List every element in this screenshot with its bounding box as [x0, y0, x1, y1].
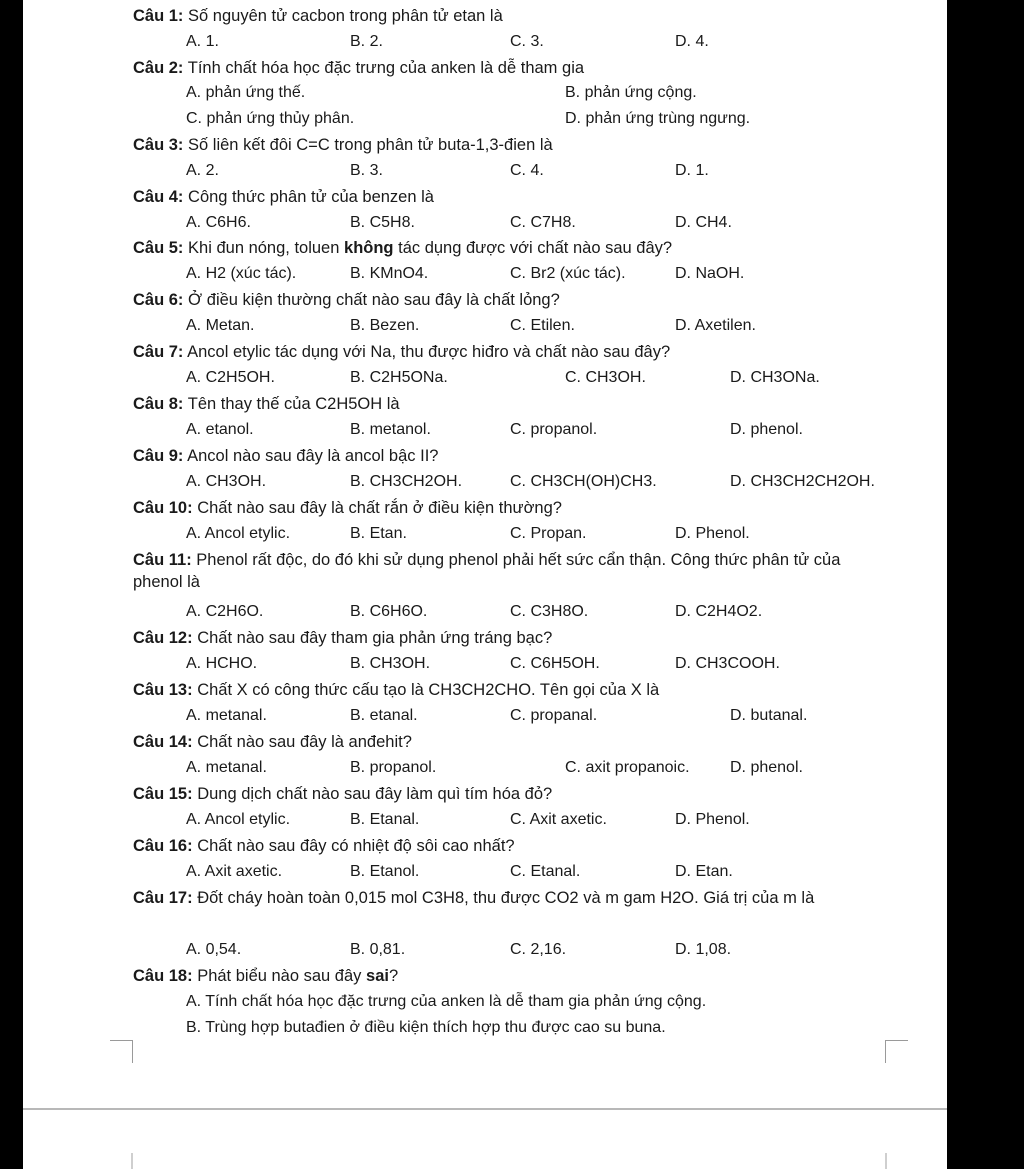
option-d: D. phenol. — [730, 759, 803, 776]
option-a: A. CH3OH. — [186, 473, 267, 490]
option-b: B. CH3OH. — [350, 655, 431, 672]
option-b: B. Etan. — [350, 525, 407, 542]
option-a: A. H2 (xúc tác). — [186, 265, 297, 282]
question-label: Câu 8: — [133, 395, 184, 413]
option-b: B. C2H5ONa. — [350, 369, 448, 386]
question-text: Ancol nào sau đây là ancol bậc II? — [187, 447, 439, 465]
question-text: Khi đun nóng, toluen — [188, 239, 340, 257]
option-d: D. 1,08. — [675, 941, 732, 958]
question-text: Chất nào sau đây là chất rắn ở điều kiện thường? — [197, 499, 562, 517]
question-emphasis: không — [344, 239, 394, 257]
question-text: Ở điều kiện thường chất nào sau đây là chất lỏng? — [188, 291, 560, 309]
option-a: A. 0,54. — [186, 941, 242, 958]
option-b: B. Etanol. — [350, 863, 420, 880]
option-c: C. CH3OH. — [565, 369, 646, 386]
question-16 — [133, 835, 515, 857]
option-d: D. phenol. — [730, 421, 803, 438]
question-text: Chất X có công thức cấu tạo là CH3CH2CHO. Tên gọi của X là — [197, 681, 660, 699]
option-a: A. HCHO. — [186, 655, 258, 672]
question-label: Câu 2: — [133, 59, 184, 77]
option-b: B. Trùng hợp butađien ở điều kiện thích hợp thu được cao su buna. — [186, 1019, 666, 1036]
option-c: C. Axit axetic. — [510, 811, 607, 828]
option-d: D. butanal. — [730, 707, 808, 724]
page-margin-corner-left — [110, 1040, 133, 1063]
question-7 — [133, 341, 670, 363]
question-18 — [133, 965, 398, 987]
question-label: Câu 12: — [133, 629, 193, 647]
question-text: Số liên kết đôi C=C trong phân tử buta-1,3-đien là — [188, 136, 553, 154]
question-15 — [133, 783, 552, 805]
option-a: A. C2H6O. — [186, 603, 264, 620]
option-a: A. 2. — [186, 162, 219, 179]
question-text: Chất nào sau đây có nhiệt độ sôi cao nhất? — [197, 837, 515, 855]
option-b: B. C6H6O. — [350, 603, 428, 620]
question-label: Câu 15: — [133, 785, 193, 803]
option-a: A. C2H5OH. — [186, 369, 275, 386]
question-12 — [133, 627, 552, 649]
question-label: Câu 1: — [133, 7, 184, 25]
option-c: C. Etanal. — [510, 863, 581, 880]
option-d: D. Phenol. — [675, 525, 750, 542]
question-emphasis: sai — [366, 967, 389, 985]
question-text: Công thức phân tử của benzen là — [188, 188, 434, 206]
question-label: Câu 11: — [133, 551, 192, 569]
option-b: B. etanal. — [350, 707, 418, 724]
question-label: Câu 17: — [133, 889, 193, 907]
question-text: Tính chất hóa học đặc trưng của anken là dễ tham gia — [187, 59, 585, 77]
option-c: C. propanal. — [510, 707, 598, 724]
option-b: B. C5H8. — [350, 214, 415, 231]
option-d: D. CH3COOH. — [675, 655, 780, 672]
option-a: A. Ancol etylic. — [186, 811, 291, 828]
page-break-divider — [23, 1108, 947, 1110]
option-c: C. CH3CH(OH)CH3. — [510, 473, 657, 490]
option-c: C. Br2 (xúc tác). — [510, 265, 626, 282]
question-label: Câu 18: — [133, 967, 193, 985]
question-text: Tên thay thế của C2H5OH là — [187, 395, 400, 413]
question-6 — [133, 289, 560, 311]
option-b: B. propanol. — [350, 759, 437, 776]
option-a: A. metanal. — [186, 707, 267, 724]
question-text-end: tác dụng được với chất nào sau đây? — [398, 239, 673, 257]
question-13 — [133, 679, 659, 701]
option-d: D. 4. — [675, 33, 709, 50]
question-label: Câu 9: — [133, 447, 184, 465]
option-a: A. Ancol etylic. — [186, 525, 291, 542]
option-d: D. CH3CH2CH2OH. — [730, 473, 875, 490]
option-d: D. NaOH. — [675, 265, 745, 282]
option-c: C. C6H5OH. — [510, 655, 600, 672]
option-b: B. phản ứng cộng. — [565, 84, 697, 101]
option-a: A. Axit axetic. — [186, 863, 283, 880]
option-c: C. propanol. — [510, 421, 598, 438]
option-d: D. Phenol. — [675, 811, 750, 828]
option-b: B. Bezen. — [350, 317, 420, 334]
question-text: Phát biểu nào sau đây — [197, 967, 362, 985]
question-text: Ancol etylic tác dụng với Na, thu được hiđro và chất nào sau đây? — [187, 343, 671, 361]
question-text: Phenol rất độc, do đó khi sử dụng phenol phải hết sức cẩn thận. Công thức phân tử của phenol là — [133, 551, 841, 591]
question-label: Câu 7: — [133, 343, 184, 361]
option-a: A. phản ứng thế. — [186, 84, 306, 101]
option-b: B. 2. — [350, 33, 383, 50]
question-3 — [133, 134, 553, 156]
option-c: C. C3H8O. — [510, 603, 589, 620]
question-17 — [133, 887, 863, 909]
question-text: Số nguyên tử cacbon trong phân tử etan là — [188, 7, 503, 25]
option-b: B. 0,81. — [350, 941, 406, 958]
option-b: B. KMnO4. — [350, 265, 429, 282]
option-a: A. metanal. — [186, 759, 267, 776]
option-d: D. CH3ONa. — [730, 369, 820, 386]
option-a: A. C6H6. — [186, 214, 251, 231]
question-label: Câu 3: — [133, 136, 184, 154]
option-b: B. Etanal. — [350, 811, 420, 828]
option-c: C. Etilen. — [510, 317, 575, 334]
next-page-margin-right — [885, 1153, 887, 1169]
question-label: Câu 14: — [133, 733, 193, 751]
question-label: Câu 4: — [133, 188, 184, 206]
question-2 — [133, 57, 584, 79]
question-11 — [133, 549, 863, 593]
question-9 — [133, 445, 438, 467]
option-a: A. Tính chất hóa học đặc trưng của anken là dễ tham gia phản ứng cộng. — [186, 993, 707, 1010]
next-page-margin-left — [131, 1153, 133, 1169]
question-text: Đốt cháy hoàn toàn 0,015 mol C3H8, thu được CO2 và m gam H2O. Giá trị của m là — [197, 889, 815, 907]
option-b: B. 3. — [350, 162, 383, 179]
option-d: D. 1. — [675, 162, 709, 179]
option-c: C. Propan. — [510, 525, 587, 542]
question-8 — [133, 393, 400, 415]
document-page — [23, 0, 947, 1169]
question-label: Câu 16: — [133, 837, 193, 855]
option-c: C. 4. — [510, 162, 544, 179]
option-b: B. metanol. — [350, 421, 431, 438]
question-text: Chất nào sau đây là anđehit? — [197, 733, 412, 751]
page-margin-corner-right — [885, 1040, 908, 1063]
question-10 — [133, 497, 562, 519]
option-d: D. Axetilen. — [675, 317, 756, 334]
option-c: C. 3. — [510, 33, 544, 50]
option-d: D. Etan. — [675, 863, 733, 880]
option-a: A. Metan. — [186, 317, 255, 334]
question-5 — [133, 237, 672, 259]
option-a: A. 1. — [186, 33, 219, 50]
option-d: D. C2H4O2. — [675, 603, 763, 620]
option-c: C. phản ứng thủy phân. — [186, 110, 355, 127]
question-label: Câu 5: — [133, 239, 184, 257]
option-d: D. CH4. — [675, 214, 732, 231]
question-text: Dung dịch chất nào sau đây làm quì tím hóa đỏ? — [197, 785, 553, 803]
option-c: C. 2,16. — [510, 941, 567, 958]
option-c: C. C7H8. — [510, 214, 576, 231]
option-c: C. axit propanoic. — [565, 759, 690, 776]
question-label: Câu 6: — [133, 291, 184, 309]
question-4 — [133, 186, 434, 208]
option-b: B. CH3CH2OH. — [350, 473, 463, 490]
question-text: Chất nào sau đây tham gia phản ứng tráng bạc? — [197, 629, 553, 647]
question-label: Câu 13: — [133, 681, 193, 699]
quiz-content — [23, 0, 947, 1110]
question-1 — [133, 5, 503, 27]
question-text-end: ? — [388, 967, 399, 985]
option-d: D. phản ứng trùng ngưng. — [565, 110, 751, 127]
option-a: A. etanol. — [186, 421, 254, 438]
question-14 — [133, 731, 412, 753]
question-label: Câu 10: — [133, 499, 193, 517]
